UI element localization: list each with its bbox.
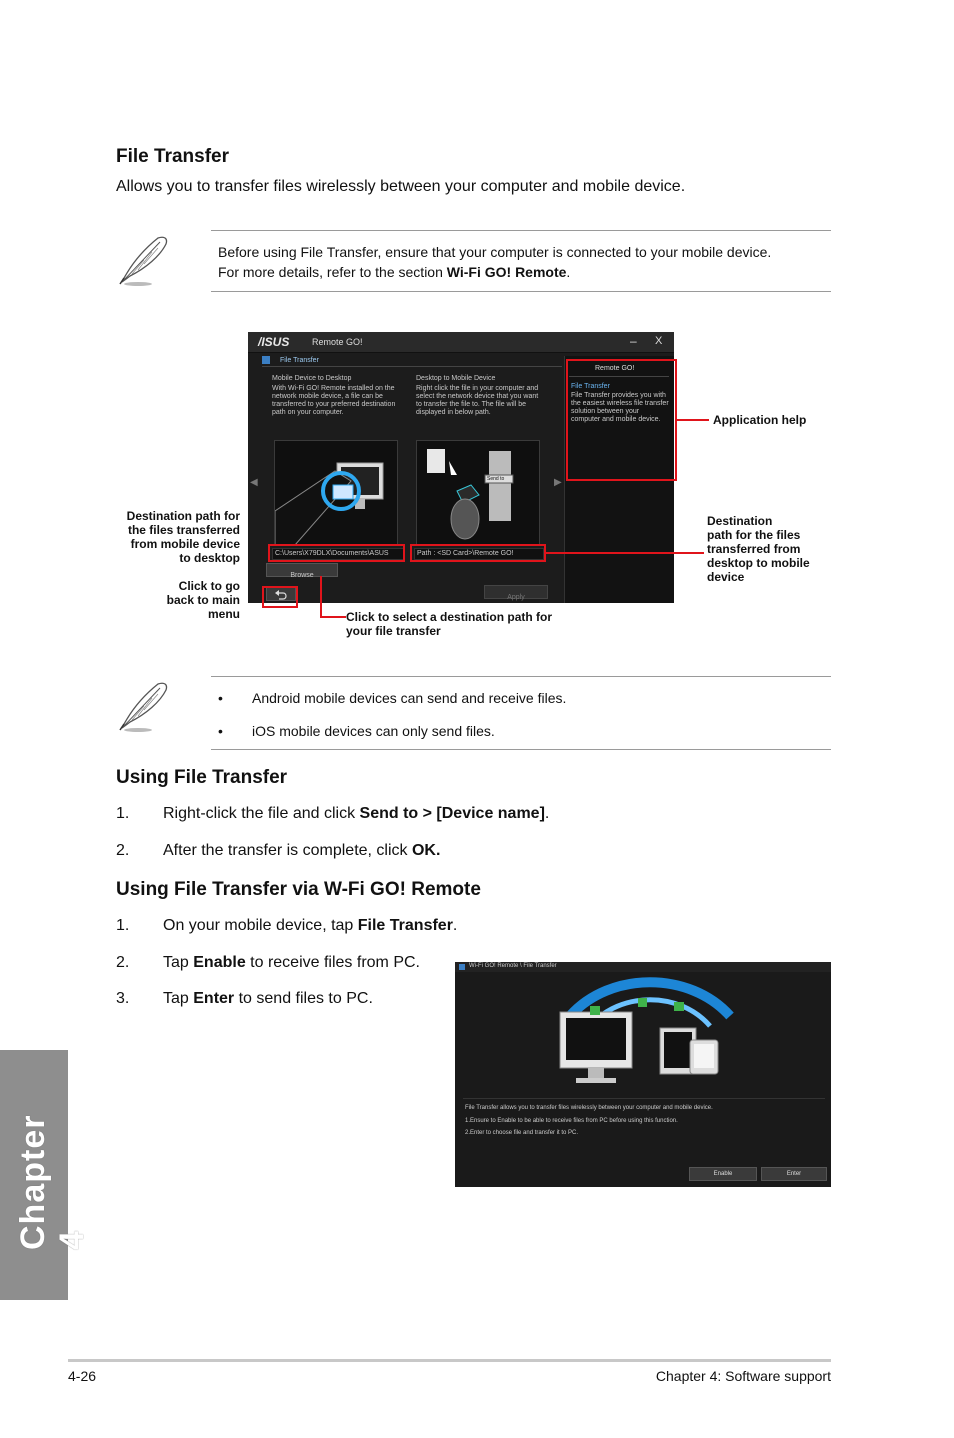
note2-top-rule bbox=[211, 676, 831, 677]
browse-button[interactable]: Browse bbox=[266, 563, 338, 577]
remote-step-1: 1. On your mobile device, tap File Transfer. bbox=[116, 917, 458, 934]
note2-bottom-rule bbox=[211, 749, 831, 750]
note1-line1: Before using File Transfer, ensure that your computer is connected to your mobile device. bbox=[218, 244, 772, 260]
using-step-2: 2. After the transfer is complete, click OK. bbox=[116, 842, 441, 859]
remote-file-transfer-screen bbox=[455, 962, 831, 1187]
left-heading: Mobile Device to Desktop bbox=[272, 375, 352, 382]
help-title: Remote GO! bbox=[595, 365, 635, 372]
mobile-to-desktop-image bbox=[274, 440, 398, 546]
desktop-transfer-illustration bbox=[275, 441, 397, 545]
browse-callout-vline bbox=[320, 576, 322, 618]
note-pen-icon bbox=[114, 230, 172, 288]
help-body: File Transfer provides you with the easiest wireless file transfer solution between your computer and mobile device. bbox=[571, 392, 669, 423]
screen2-breadcrumb: Wi-Fi GO! Remote \ File Transfer bbox=[469, 963, 557, 969]
right-heading: Desktop to Mobile Device bbox=[416, 375, 496, 382]
note-bottom-rule bbox=[211, 291, 831, 292]
callout-application-help: Application help bbox=[713, 413, 807, 427]
window-title: Remote GO! bbox=[312, 337, 363, 347]
screen2-app-icon bbox=[459, 964, 465, 970]
help-heading: File Transfer bbox=[571, 383, 610, 390]
note2-bullet-2: iOS mobile devices can only send files. bbox=[252, 723, 495, 739]
chapter-tab-label: Chapter 4 bbox=[14, 1114, 91, 1250]
file-transfer-tab-icon bbox=[262, 356, 270, 364]
screen2-desc2: 1.Ensure to Enable to be able to receive files from PC before using this function. bbox=[465, 1118, 678, 1124]
using-step-1: 1. Right-click the file and click Send to > [Device name]. bbox=[116, 805, 550, 822]
help-highlight-box bbox=[566, 359, 677, 481]
right-path-field[interactable]: Path : <SD Card>\Remote GO! bbox=[414, 548, 544, 560]
left-path-field[interactable]: C:\Users\X79DLX\Documents\ASUS bbox=[272, 548, 404, 560]
callout-select-path: Click to select a destination path for your file transfer bbox=[346, 610, 553, 638]
screen2-desc1: File Transfer allows you to transfer files wirelessly between your computer and mobile device. bbox=[465, 1105, 713, 1111]
screen2-desc3: 2.Enter to choose file and transfer it to PC. bbox=[465, 1130, 579, 1136]
note2-bullet-char-1: • bbox=[218, 690, 223, 706]
window-titlebar bbox=[248, 332, 674, 353]
right-arrow-icon[interactable]: ▶ bbox=[554, 477, 562, 488]
remote-title: Using File Transfer via W-Fi GO! Remote bbox=[116, 879, 481, 900]
using-title: Using File Transfer bbox=[116, 767, 288, 788]
right-desc: Right click the file in your computer and select the network device that you want to transfer the file to. The file will be displayed in below path. bbox=[416, 385, 539, 416]
close-button[interactable]: X bbox=[655, 335, 663, 347]
callout-dest-desktop: Destination path for the files transferred from mobile device to desktop bbox=[126, 509, 240, 565]
asus-logo: /ISUS bbox=[258, 335, 290, 349]
right-path-highlight bbox=[410, 544, 546, 562]
footer-page-number: 4-26 bbox=[68, 1368, 97, 1384]
devices-wireless-illustration bbox=[550, 976, 740, 1091]
left-arrow-icon[interactable]: ◀ bbox=[250, 477, 258, 488]
footer-rule bbox=[68, 1359, 831, 1362]
desktop-to-mobile-image bbox=[416, 440, 540, 546]
back-button-highlight bbox=[262, 586, 298, 608]
note2-pen-icon bbox=[114, 676, 172, 734]
remote-step-3: 3. Tap Enter to send files to PC. bbox=[116, 990, 373, 1007]
enter-button[interactable]: Enter bbox=[761, 1167, 827, 1181]
note2-bullet-char-2: • bbox=[218, 723, 223, 739]
footer-chapter: Chapter 4: Software support bbox=[655, 1368, 831, 1384]
apply-button[interactable]: Apply bbox=[484, 585, 548, 599]
callout-back-menu: Click to go back to main menu bbox=[166, 579, 240, 621]
screen2-divider bbox=[463, 1098, 825, 1099]
remote-step-2: 2. Tap Enable to receive files from PC. bbox=[116, 954, 420, 971]
note-top-rule bbox=[211, 230, 831, 231]
help-callout-line bbox=[677, 419, 709, 421]
screen2-header bbox=[455, 962, 831, 972]
minimize-button[interactable]: – bbox=[630, 334, 637, 348]
enable-button[interactable]: Enable bbox=[689, 1167, 757, 1181]
tab-file-transfer[interactable]: File Transfer bbox=[280, 357, 319, 364]
callout-dest-mobile: Destination path for the files transferred from desktop to mobile device bbox=[707, 514, 810, 584]
right-path-callout-line bbox=[546, 552, 704, 554]
tab-bar bbox=[262, 356, 562, 367]
note2-bullet-1: Android mobile devices can send and receive files. bbox=[252, 690, 567, 706]
mobile-transfer-illustration bbox=[417, 441, 539, 545]
browse-callout-hline bbox=[320, 616, 346, 618]
section-intro: Allows you to transfer files wirelessly between your computer and mobile device. bbox=[116, 178, 686, 195]
sendto-menu: Send to bbox=[487, 476, 505, 482]
note1-line2: For more details, refer to the section Wi-Fi GO! Remote. bbox=[218, 264, 571, 280]
left-path-highlight bbox=[268, 544, 405, 562]
section-title: File Transfer bbox=[116, 146, 229, 167]
left-desc: With Wi-Fi GO! Remote installed on the network mobile device, a file can be transferred to your preferred destination path on your computer. bbox=[272, 385, 396, 416]
